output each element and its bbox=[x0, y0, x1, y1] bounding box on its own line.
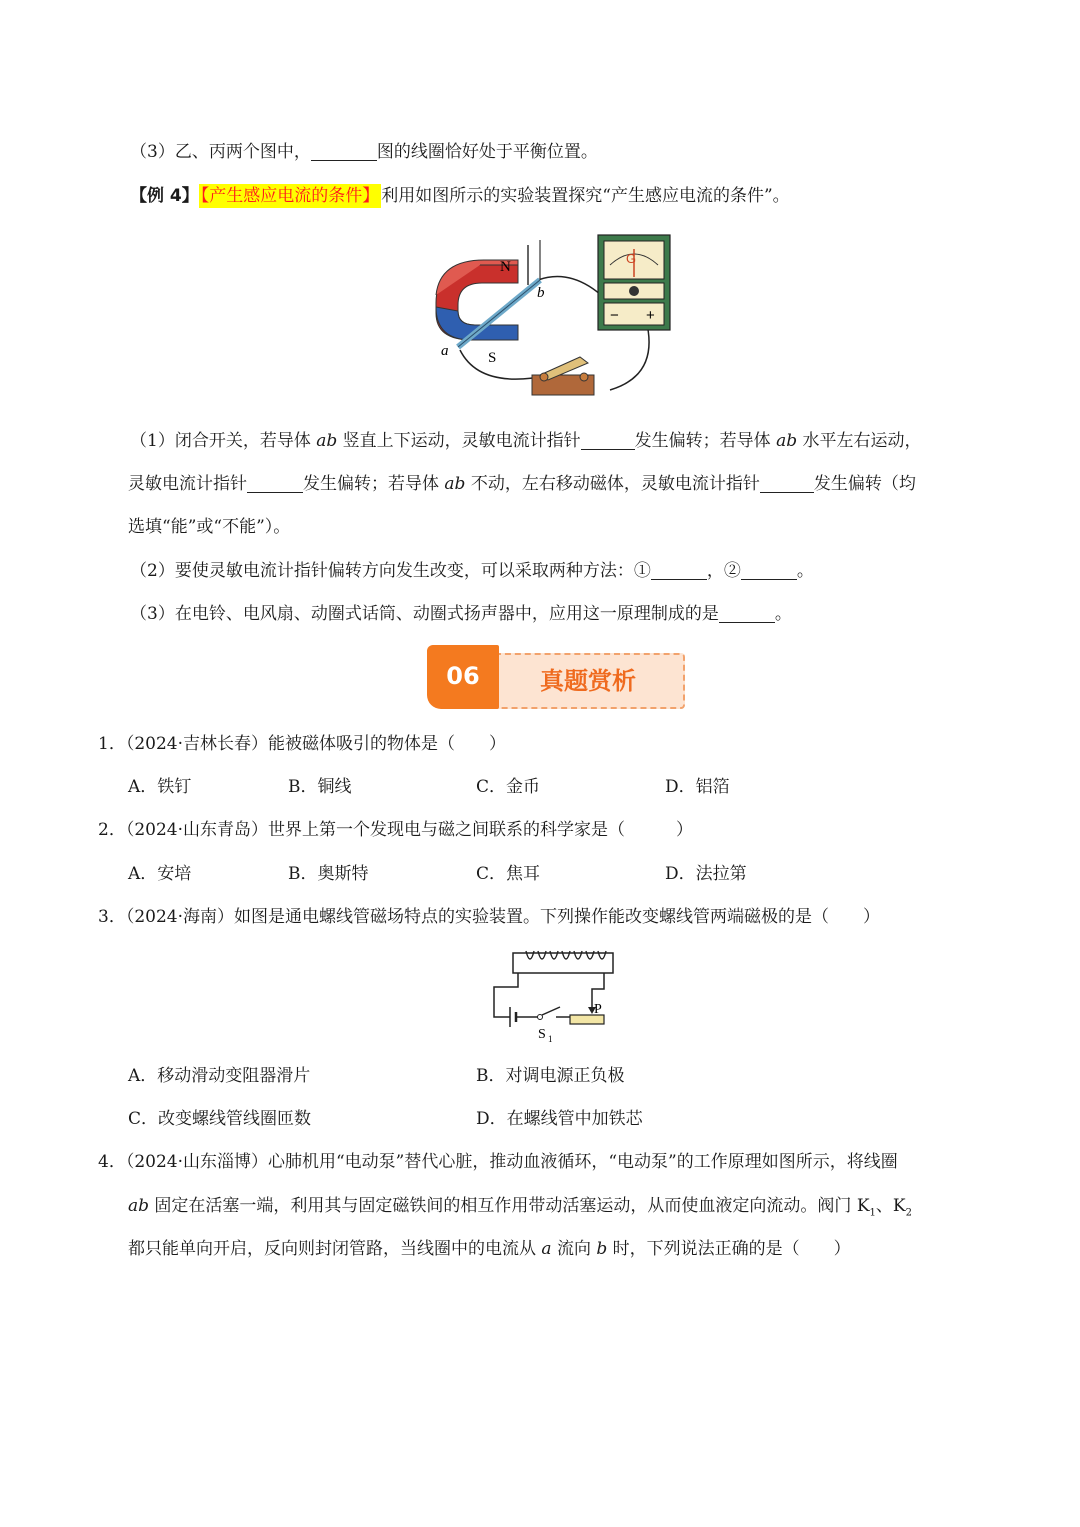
option-a: A．移动滑动变阻器滑片 bbox=[128, 1066, 311, 1086]
text: （2）要使灵敏电流计指针偏转方向发生改变，可以采取两种方法：① bbox=[130, 561, 651, 581]
label-s1-sub: 1 bbox=[548, 1034, 553, 1044]
text: 水平左右运动， bbox=[797, 431, 922, 451]
answer-blank bbox=[719, 604, 775, 623]
section-number: 06 bbox=[427, 645, 499, 709]
option-c: C．金币 bbox=[476, 777, 541, 797]
induction-experiment-figure bbox=[420, 225, 680, 410]
var-a: a bbox=[541, 1239, 552, 1259]
text: （1）闭合开关，若导体 bbox=[130, 431, 317, 451]
option-d: D．法拉第 bbox=[665, 864, 747, 884]
label-a: a bbox=[441, 343, 449, 359]
prev-q3-text-a: （3）乙、丙两个图中， bbox=[130, 142, 311, 162]
var-ab: ab bbox=[444, 474, 466, 494]
subquestion-2 bbox=[130, 559, 814, 583]
var-ab: ab bbox=[776, 431, 798, 451]
option-c: C．焦耳 bbox=[476, 864, 541, 884]
prev-question-3 bbox=[130, 140, 598, 164]
text: 固定在活塞一端，利用其与固定磁铁间的相互作用带动活塞运动，从而使血液定向流动。阀门 K bbox=[149, 1196, 870, 1216]
example-text: 利用如图所示的实验装置探究“产生感应电流的条件”。 bbox=[381, 186, 790, 206]
subscript: 1 bbox=[869, 1207, 876, 1219]
example-label: 【例 4】 bbox=[130, 186, 199, 206]
label-p: P bbox=[594, 1002, 602, 1017]
text: 竖直上下运动，灵敏电流计指针 bbox=[337, 431, 581, 451]
text: （3）在电铃、电风扇、动圈式话筒、动圈式扬声器中，应用这一原理制成的是 bbox=[130, 604, 719, 624]
example-4-heading bbox=[130, 184, 790, 208]
subquestion-1-line-1 bbox=[130, 429, 922, 453]
text: 发生偏转；若导体 bbox=[303, 474, 445, 494]
text: 流向 bbox=[551, 1239, 597, 1259]
option-d: D．在螺线管中加铁芯 bbox=[476, 1109, 643, 1129]
subquestion-1-line-2 bbox=[128, 472, 916, 496]
solenoid-circuit-figure bbox=[488, 945, 618, 1045]
text: 时，下列说法正确的是（ ） bbox=[607, 1239, 851, 1259]
var-ab: ab bbox=[316, 431, 338, 451]
option-b: B．铜线 bbox=[288, 777, 352, 797]
text: 。 bbox=[774, 604, 792, 624]
question-4-line-1: 4．（2024·山东淄博）心肺机用“电动泵”替代心脏，推动血液循环，“电动泵”的工作原理如图所示，将线圈 bbox=[98, 1152, 898, 1172]
text: 不动，左右移动磁体，灵敏电流计指针 bbox=[465, 474, 760, 494]
text: ，② bbox=[706, 561, 741, 581]
question-4-line-2 bbox=[128, 1194, 912, 1225]
option-b: B．奥斯特 bbox=[288, 864, 369, 884]
option-a: A．安培 bbox=[128, 864, 192, 884]
text: 。 bbox=[796, 561, 814, 581]
var-b: b bbox=[596, 1239, 608, 1259]
option-d: D．铝箔 bbox=[665, 777, 730, 797]
text: 发生偏转；若导体 bbox=[634, 431, 777, 451]
question-1-stem: 1．（2024·吉林长春）能被磁体吸引的物体是（ ） bbox=[98, 734, 506, 754]
text: 发生偏转（均 bbox=[813, 474, 916, 494]
answer-blank bbox=[311, 142, 377, 161]
text: 、K bbox=[875, 1196, 906, 1216]
text: 选填“能”或“不能”）。 bbox=[128, 517, 291, 537]
label-s1: S bbox=[538, 1027, 546, 1042]
option-c: C．改变螺线管线圈匝数 bbox=[128, 1109, 312, 1129]
subquestion-1-line-3 bbox=[128, 515, 290, 539]
question-3-stem: 3．（2024·海南）如图是通电螺线管磁场特点的实验装置。下列操作能改变螺线管两端磁极的是（ ） bbox=[98, 907, 880, 927]
topic-tag: 【产生感应电流的条件】 bbox=[200, 186, 380, 206]
label-n: N bbox=[500, 259, 511, 275]
label-s: S bbox=[488, 350, 497, 366]
answer-blank bbox=[760, 474, 814, 493]
question-4-line-3 bbox=[128, 1237, 851, 1261]
var-ab: ab bbox=[128, 1196, 150, 1216]
section-title: 真题赏析 bbox=[491, 653, 685, 709]
option-a: A．铁钉 bbox=[128, 777, 192, 797]
answer-blank bbox=[651, 561, 707, 580]
label-plus: + bbox=[646, 307, 655, 324]
text: 灵敏电流计指针 bbox=[128, 474, 247, 494]
answer-blank bbox=[741, 561, 797, 580]
prev-q3-text-b: 图的线圈恰好处于平衡位置。 bbox=[376, 142, 598, 162]
label-g: G bbox=[626, 251, 637, 266]
label-b: b bbox=[537, 285, 545, 301]
subscript: 2 bbox=[905, 1207, 912, 1219]
option-b: B．对调电源正负极 bbox=[476, 1066, 625, 1086]
answer-blank bbox=[247, 474, 303, 493]
label-minus: − bbox=[610, 307, 619, 324]
answer-blank bbox=[581, 431, 635, 450]
question-2-stem: 2．（2024·山东青岛）世界上第一个发现电与磁之间联系的科学家是（ ） bbox=[98, 820, 693, 840]
text: 都只能单向开启，反向则封闭管路，当线圈中的电流从 bbox=[128, 1239, 542, 1259]
subquestion-3 bbox=[130, 602, 792, 626]
section-badge bbox=[427, 645, 685, 711]
